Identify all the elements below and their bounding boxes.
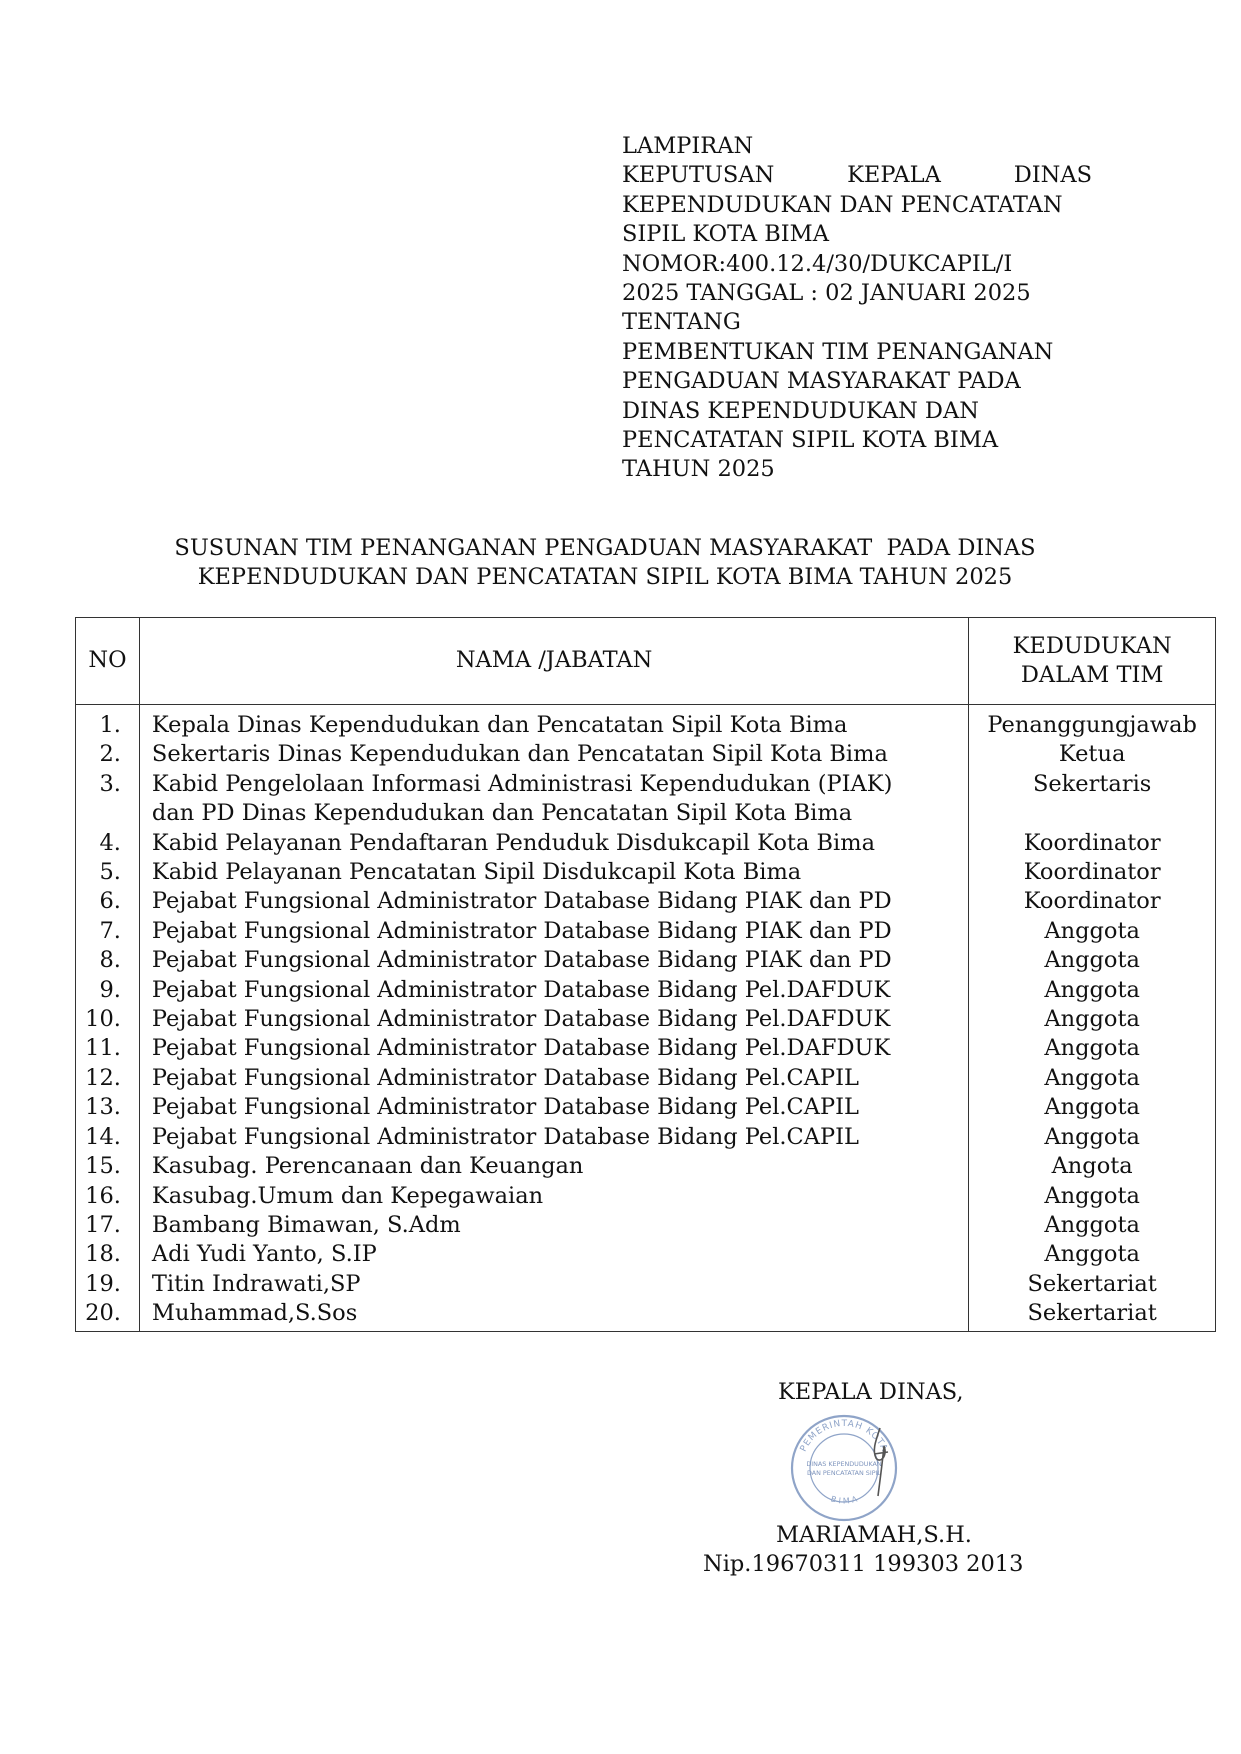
row-number: 2. xyxy=(76,740,140,769)
row-kedudukan: Anggota xyxy=(969,917,1216,946)
row-number: 11. xyxy=(76,1034,140,1063)
row-kedudukan: Penanggungjawab xyxy=(969,705,1216,741)
header-kedudukan xyxy=(969,618,1216,705)
row-nama-line: Pejabat Fungsional Administrator Database Bidang Pel.DAFDUK xyxy=(151,1006,891,1033)
table-row xyxy=(76,740,1216,769)
header-word: KEPUTUSAN xyxy=(622,162,775,189)
table-row xyxy=(76,976,1216,1005)
table-row xyxy=(76,1240,1216,1269)
row-nama-jabatan xyxy=(139,705,968,741)
row-kedudukan: Anggota xyxy=(969,1064,1216,1093)
row-number: 7. xyxy=(76,917,140,946)
row-number: 1. xyxy=(76,705,140,741)
lampiran-header xyxy=(622,132,1092,485)
row-nama-jabatan xyxy=(139,1123,968,1152)
row-nama-jabatan xyxy=(139,1064,968,1093)
header-line: SIPIL KOTA BIMA xyxy=(622,221,829,248)
row-kedudukan: Koordinator xyxy=(969,858,1216,887)
table-row xyxy=(76,1211,1216,1240)
row-kedudukan: Koordinator xyxy=(969,887,1216,916)
signature-title: KEPALA DINAS, xyxy=(778,1379,964,1405)
row-number: 10. xyxy=(76,1005,140,1034)
row-kedudukan: Anggota xyxy=(969,1034,1216,1063)
table-row xyxy=(76,1182,1216,1211)
table-row xyxy=(76,770,1216,829)
row-number: 16. xyxy=(76,1182,140,1211)
row-number: 8. xyxy=(76,946,140,975)
document-title xyxy=(60,534,1150,593)
table-header-row xyxy=(76,618,1216,705)
row-nama-line: Pejabat Fungsional Administrator Database Bidang PIAK dan PD xyxy=(151,917,892,944)
row-kedudukan: Anggota xyxy=(969,976,1216,1005)
table-row xyxy=(76,1270,1216,1299)
row-nama-line: Pejabat Fungsional Administrator Database Bidang PIAK dan PD xyxy=(151,888,892,915)
row-nama-jabatan xyxy=(139,1005,968,1034)
table-row xyxy=(76,829,1216,858)
row-nama-jabatan xyxy=(139,1093,968,1122)
stamp-center-line2: DAN PENCATATAN SIPIL xyxy=(806,1469,882,1477)
row-kedudukan: Anggota xyxy=(969,1240,1216,1269)
row-number: 9. xyxy=(76,976,140,1005)
header-word: KEPALA xyxy=(847,162,941,189)
row-number: 4. xyxy=(76,829,140,858)
row-kedudukan: Koordinator xyxy=(969,829,1216,858)
row-nama-jabatan xyxy=(139,858,968,887)
row-kedudukan: Anggota xyxy=(969,1182,1216,1211)
table-row xyxy=(76,1034,1216,1063)
table-row xyxy=(76,1064,1216,1093)
row-nama-line: Sekertaris Dinas Kependudukan dan Pencatatan Sipil Kota Bima xyxy=(151,741,888,768)
table-row xyxy=(76,705,1216,741)
table-row xyxy=(76,1152,1216,1181)
row-nama-line: Bambang Bimawan, S.Adm xyxy=(151,1211,461,1238)
header-line: KEPENDUDUKAN DAN PENCATATAN xyxy=(622,191,1063,218)
row-number: 3. xyxy=(76,770,140,829)
header-line-nomor: NOMOR:400.12.4/30/DUKCAPIL/I xyxy=(622,250,1013,277)
row-nama-line: Pejabat Fungsional Administrator Database Bidang Pel.CAPIL xyxy=(151,1064,859,1091)
row-kedudukan: Sekertaris xyxy=(969,770,1216,829)
row-nama-jabatan xyxy=(139,917,968,946)
row-nama-jabatan xyxy=(139,1240,968,1269)
row-nama-jabatan xyxy=(139,976,968,1005)
signatory-nip: Nip.19670311 199303 2013 xyxy=(703,1551,1024,1577)
row-nama-jabatan xyxy=(139,1152,968,1181)
row-kedudukan: Angota xyxy=(969,1152,1216,1181)
row-nama-jabatan xyxy=(139,1034,968,1063)
row-number: 17. xyxy=(76,1211,140,1240)
row-kedudukan: Anggota xyxy=(969,1093,1216,1122)
row-nama-jabatan xyxy=(139,1270,968,1299)
row-nama-jabatan xyxy=(139,740,968,769)
row-number: 18. xyxy=(76,1240,140,1269)
header-line: DINAS KEPENDUDUKAN DAN xyxy=(622,397,979,424)
row-nama-line: Pejabat Fungsional Administrator Database Bidang PIAK dan PD xyxy=(151,947,892,974)
row-kedudukan: Anggota xyxy=(969,1005,1216,1034)
official-stamp xyxy=(784,1406,904,1526)
header-line: PENCATATAN SIPIL KOTA BIMA xyxy=(622,427,999,454)
table-row xyxy=(76,1123,1216,1152)
row-nama-line: Adi Yudi Yanto, S.IP xyxy=(151,1241,377,1268)
row-nama-jabatan xyxy=(139,1211,968,1240)
row-kedudukan: Anggota xyxy=(969,1123,1216,1152)
header-no: NO xyxy=(76,618,140,705)
stamp-center-line1: DINAS KEPENDUDUKAN xyxy=(806,1460,882,1468)
row-nama-line: Pejabat Fungsional Administrator Database Bidang Pel.CAPIL xyxy=(151,1123,859,1150)
row-nama-line: Kabid Pelayanan Pencatatan Sipil Disdukcapil Kota Bima xyxy=(151,859,802,886)
row-kedudukan: Sekertariat xyxy=(969,1299,1216,1331)
table-row xyxy=(76,1093,1216,1122)
row-nama-line: Pejabat Fungsional Administrator Database Bidang Pel.DAFDUK xyxy=(151,1035,891,1062)
row-number: 19. xyxy=(76,1270,140,1299)
row-nama-line: Pejabat Fungsional Administrator Database Bidang Pel.CAPIL xyxy=(151,1094,859,1121)
header-line-lampiran: LAMPIRAN xyxy=(622,133,754,159)
table-row xyxy=(76,917,1216,946)
row-nama-jabatan xyxy=(139,1299,968,1331)
row-number: 5. xyxy=(76,858,140,887)
row-number: 13. xyxy=(76,1093,140,1122)
row-nama-jabatan xyxy=(139,946,968,975)
row-kedudukan: Sekertariat xyxy=(969,1270,1216,1299)
header-line-keputusan xyxy=(622,161,1092,190)
table-row xyxy=(76,1005,1216,1034)
row-nama-line: Titin Indrawati,SP xyxy=(151,1270,361,1297)
header-line: PEMBENTUKAN TIM PENANGANAN xyxy=(622,338,1054,365)
title-line-2: KEPENDUDUKAN DAN PENCATATAN SIPIL KOTA BIMA TAHUN 2025 xyxy=(197,564,1013,591)
row-nama-line: Kepala Dinas Kependudukan dan Pencatatan Sipil Kota Bima xyxy=(151,712,848,738)
header-nama-jabatan: NAMA /JABATAN xyxy=(139,618,968,705)
table-row xyxy=(76,887,1216,916)
header-kedudukan-line2: DALAM TIM xyxy=(1020,662,1164,688)
row-nama-line: Kasubag. Perencanaan dan Keuangan xyxy=(151,1153,584,1180)
row-nama-jabatan xyxy=(139,829,968,858)
table-row xyxy=(76,946,1216,975)
row-number: 6. xyxy=(76,887,140,916)
row-nama-line: Muhammad,S.Sos xyxy=(151,1300,358,1327)
row-nama-line: Kabid Pelayanan Pendaftaran Penduduk Disdukcapil Kota Bima xyxy=(151,829,875,856)
signatory-name: MARIAMAH,S.H. xyxy=(776,1522,972,1548)
header-kedudukan-line1: KEDUDUKAN xyxy=(1012,632,1172,659)
header-line: PENGADUAN MASYARAKAT PADA xyxy=(622,368,1021,395)
title-line-1: SUSUNAN TIM PENANGANAN PENGADUAN MASYARAKAT PADA DINAS xyxy=(174,535,1036,561)
row-nama-line: Kasubag.Umum dan Kepegawaian xyxy=(151,1182,544,1209)
row-nama-jabatan xyxy=(139,887,968,916)
row-nama-line-continued: dan PD Dinas Kependudukan dan Pencatatan Sipil Kota Bima xyxy=(151,800,853,827)
row-number: 15. xyxy=(76,1152,140,1181)
team-roster-table xyxy=(75,617,1216,1332)
row-number: 12. xyxy=(76,1064,140,1093)
stamp-ring-text: PEMERINTAH KOTA xyxy=(798,1418,890,1454)
row-kedudukan: Ketua xyxy=(969,740,1216,769)
table-body xyxy=(76,705,1216,1332)
header-line-tanggal: 2025 TANGGAL : 02 JANUARI 2025 xyxy=(622,280,1031,307)
table-row xyxy=(76,858,1216,887)
stamp-bottom-text: B I M A xyxy=(829,1494,859,1506)
row-nama-line: Pejabat Fungsional Administrator Database Bidang Pel.DAFDUK xyxy=(151,976,891,1003)
row-kedudukan: Anggota xyxy=(969,946,1216,975)
row-nama-jabatan xyxy=(139,770,968,829)
row-number: 14. xyxy=(76,1123,140,1152)
header-word: DINAS xyxy=(1013,162,1092,189)
header-line: TAHUN 2025 xyxy=(622,456,775,483)
row-nama-jabatan xyxy=(139,1182,968,1211)
row-nama-line: Kabid Pengelolaan Informasi Administrasi Kependudukan (PIAK) xyxy=(151,770,893,797)
table-row xyxy=(76,1299,1216,1331)
row-number: 20. xyxy=(76,1299,140,1331)
row-kedudukan: Anggota xyxy=(969,1211,1216,1240)
stamp-inner-ring xyxy=(810,1434,878,1502)
header-line: TENTANG xyxy=(622,309,741,336)
